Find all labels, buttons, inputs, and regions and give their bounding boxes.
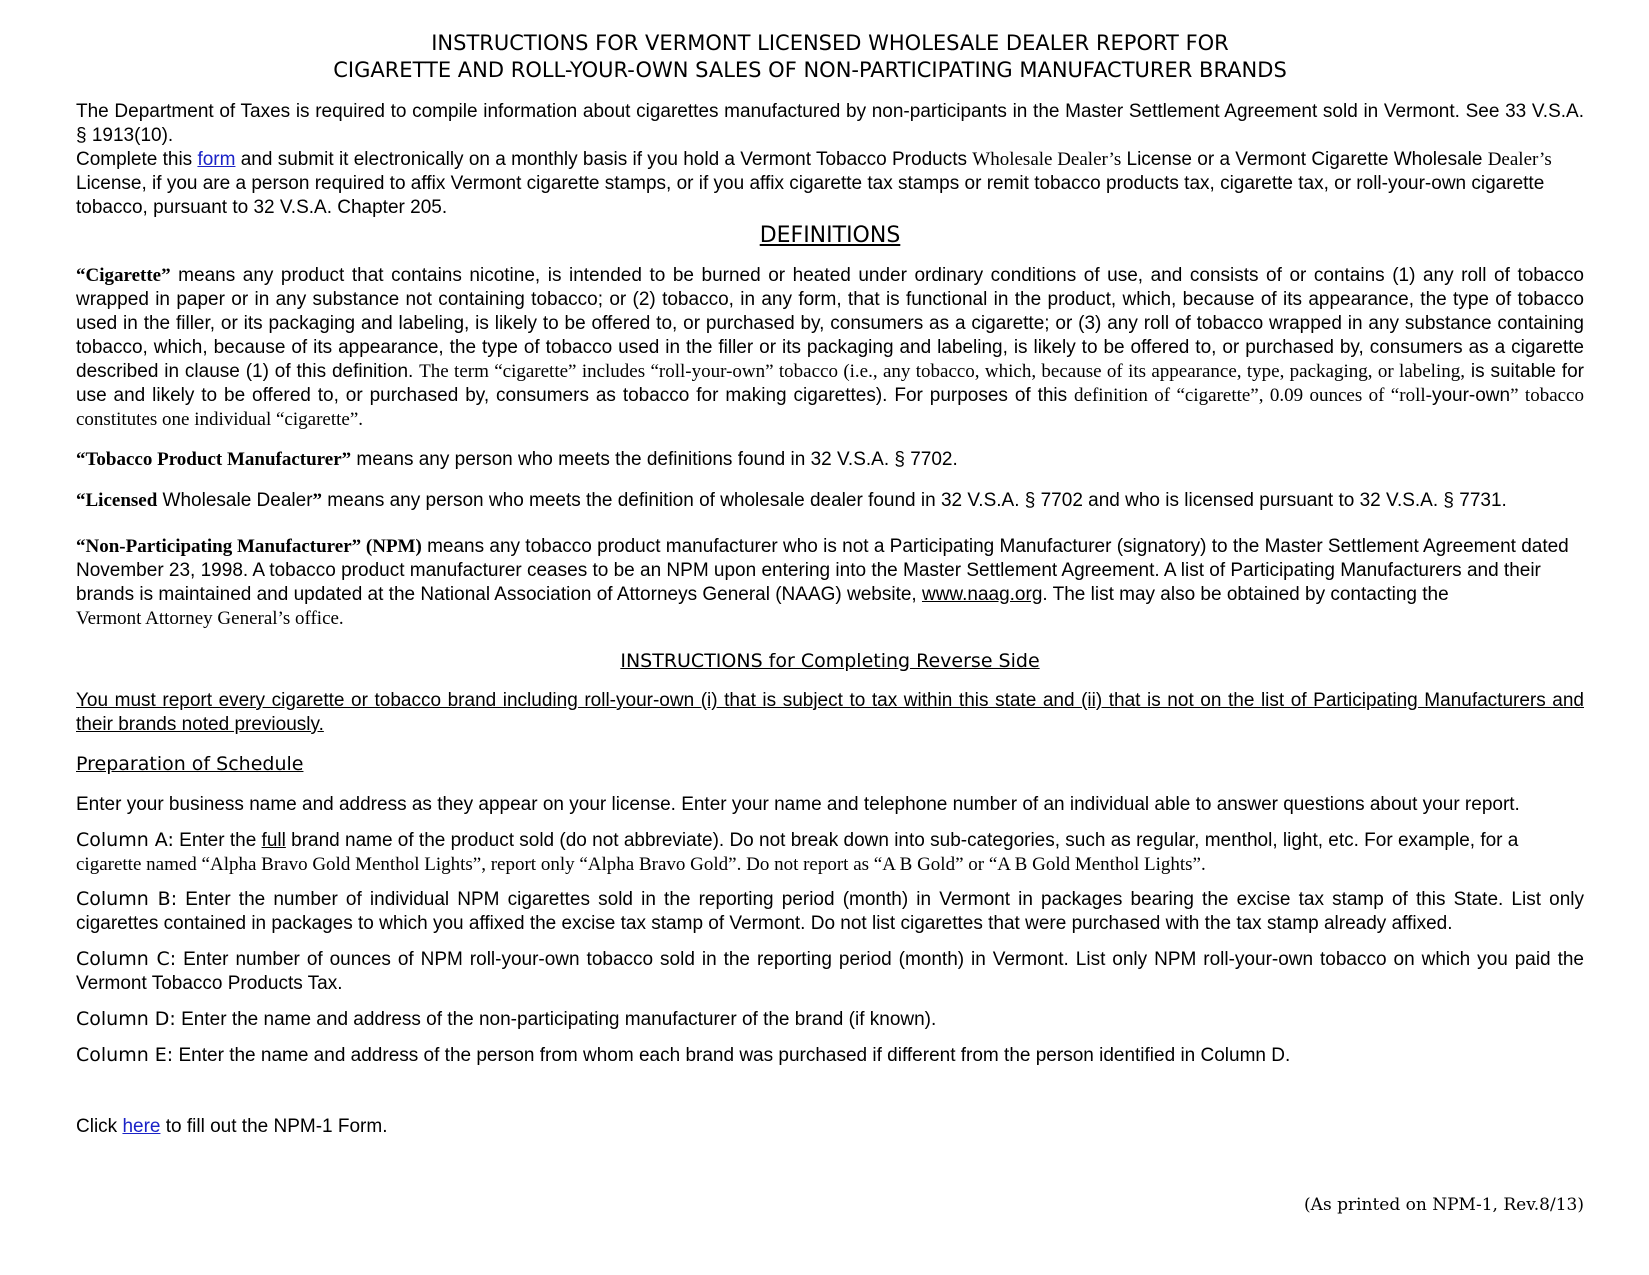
naag-link[interactable]: www.naag.org <box>921 584 1043 605</box>
definition-cigarette <box>76 264 1584 432</box>
title-line-2: CIGARETTE AND ROLL-YOUR-OWN SALES OF NON-PARTICIPATING MANUFACTURER BRANDS <box>333 58 1287 82</box>
intro-paragraph-2 <box>76 148 1584 220</box>
form-link[interactable]: form <box>197 149 236 170</box>
term-lwd-2: Wholesale Dealer <box>157 490 313 511</box>
column-d-instruction <box>76 1007 1584 1032</box>
intro-text: Wholesale Dealer’s <box>972 149 1122 170</box>
definition-text: Vermont Attorney General’s office. <box>76 608 344 629</box>
definition-text: The term “cigarette” includes “roll-your-own” tobacco (i.e., any tobacco, which, because of its appearance, type, packaging, or labeling, <box>419 361 1465 382</box>
column-b-label: Column B: <box>76 888 178 910</box>
document-title <box>76 30 1584 84</box>
click-text: Click <box>76 1116 123 1137</box>
column-c-label: Column C: <box>76 948 177 970</box>
intro-paragraph-1: The Department of Taxes is required to compile information about cigarettes manufactured by non-participants in the Master Settlement Agreement sold in Vermont. See 33 V.S.A. § 1913(10). <box>76 101 1584 146</box>
click-text: to fill out the NPM-1 Form. <box>160 1116 388 1137</box>
definition-text: is suitable for use and likely to be offered to, or purchased by, consumers as tobacco for making cigarettes). For purposes of this <box>76 361 1584 406</box>
column-a-label: Column A: <box>76 829 174 851</box>
column-text: brand name of the product sold (do not abbreviate). Do not break down into sub-categories, such as regular, menthol, light, etc. For example, for a <box>285 830 1519 851</box>
definition-text: ” tobacco constitutes one individual “cigarette”. <box>76 385 1584 430</box>
column-text: full <box>261 830 286 851</box>
column-text: cigarette named “Alpha Bravo Gold Menthol Lights”, report only “Alpha Bravo Gold”. Do not report as “A B Gold” or “A B Gold Menthol Lights”. <box>76 854 1206 875</box>
column-text: Enter the number of individual NPM cigarettes sold in the reporting period (month) in Vermont in packages bearing the excise tax stamp of this State. List only cigarettes contained in packages to which you affixed the excise tax stamp of Vermont. Do not list cigarettes that were purchased with the tax stamp already affixed. <box>76 889 1584 934</box>
intro-text: License or a Vermont Cigarette Wholesale <box>1121 149 1488 170</box>
column-text: Enter the name and address of the non-participating manufacturer of the brand (if known). <box>175 1009 937 1030</box>
term-cigarette: “Cigarette” <box>76 265 171 286</box>
instructions-heading: INSTRUCTIONS for Completing Reverse Side <box>620 650 1040 672</box>
column-text: Enter the name and address of the person from whom each brand was purchased if different from the person identified in Column D. <box>173 1045 1291 1066</box>
must-report-notice: You must report every cigarette or tobacco brand including roll-your-own (i) that is subject to tax within this state and (ii) that is not on the list of Participating Manufacturers and their brands noted previously. <box>76 690 1584 735</box>
definitions-heading: DEFINITIONS <box>759 223 901 248</box>
column-c-instruction <box>76 947 1584 996</box>
column-d-label: Column D: <box>76 1008 176 1030</box>
preparation-text: Enter your business name and address as they appear on your license. Enter your name and telephone number of an individual able to answer questions about your report. <box>76 794 1520 815</box>
definition-text: means any product that contains nicotine, is intended to be burned or heated under ordinary conditions of use, and consists of or contains (1) any roll of tobacco wrapped in paper or in any substance not containing tobacco; or (2) tobacco, in any form, that is functional in the product, which, because of its appearance, the type of tobacco used in the filler, or its packaging and labeling, is likely to be offered to, or purchased by, consumers as a cigarette; or (3) any roll of tobacco wrapped in any substance containing tobacco, which, because of its appearance, the type of tobacco used in the filler or its packaging and labeling, is likely to be offered to, or purchased by, consumers as a cigarette described in clause (1) of this definition. <box>76 265 1584 382</box>
column-b-instruction <box>76 887 1584 936</box>
click-here-line <box>76 1115 1584 1139</box>
definition-text: your-own <box>1431 385 1511 406</box>
intro-text: Complete this <box>76 149 198 170</box>
column-e-instruction <box>76 1043 1584 1068</box>
title-line-1: INSTRUCTIONS FOR VERMONT LICENSED WHOLESALE DEALER REPORT FOR <box>431 31 1229 55</box>
here-link[interactable]: here <box>122 1116 161 1137</box>
definition-text: means any person who meets the definitions found in 32 V.S.A. § 7702. <box>351 449 958 470</box>
column-e-label: Column E: <box>76 1044 174 1066</box>
column-a-instruction <box>76 828 1584 877</box>
term-tpm: “Tobacco Product Manufacturer” <box>76 449 352 470</box>
term-lwd-3: ” <box>312 490 323 511</box>
intro-section <box>76 100 1584 220</box>
definition-npm <box>76 535 1584 631</box>
definition-text: . The list may also be obtained by contacting the <box>1042 584 1449 605</box>
definition-lwd <box>76 489 1584 513</box>
document-page <box>76 0 1584 1215</box>
intro-text: License, if you are a person required to affix Vermont cigarette stamps, or if you affix cigarette tax stamps or remit tobacco products tax, cigarette tax, or roll-your-own cigarette tobacco, pursuant to 32 V.S.A. Chapter 205. <box>76 173 1545 218</box>
column-text: Enter number of ounces of NPM roll-your-own tobacco sold in the reporting period (month) in Vermont. List only NPM roll-your-own tobacco on which you paid the Vermont Tobacco Products Tax. <box>76 949 1584 994</box>
term-npm: “Non-Participating Manufacturer” (NPM) <box>76 536 422 557</box>
definition-tpm <box>76 448 1584 472</box>
column-text: Enter the <box>173 830 262 851</box>
preparation-heading: Preparation of Schedule <box>76 753 304 775</box>
definition-text: means any person who meets the definition of wholesale dealer found in 32 V.S.A. § 7702 and who is licensed pursuant to 32 V.S.A. § 7731. <box>322 490 1507 511</box>
intro-text: and submit it electronically on a monthly basis if you hold a Vermont Tobacco Products <box>235 149 973 170</box>
term-lwd: “Licensed <box>76 490 158 511</box>
definition-text: means any tobacco product manufacturer who is not a Participating Manufacturer (signatory) to the Master Settlement Agreement dated November 23, 1998. A tobacco product manufacturer ceases to be an NPM upon entering into the Master Settlement Agreement. A list of Participating Manufacturers and their brands is maintained and updated at the National Association of Attorneys General (NAAG) website, <box>76 536 1569 605</box>
revision-footer: (As printed on NPM-1, Rev.8/13) <box>1304 1195 1584 1215</box>
definition-text: definition of “cigarette”, 0.09 ounces of “roll- <box>1074 385 1432 406</box>
intro-text: Dealer’s <box>1487 149 1552 170</box>
